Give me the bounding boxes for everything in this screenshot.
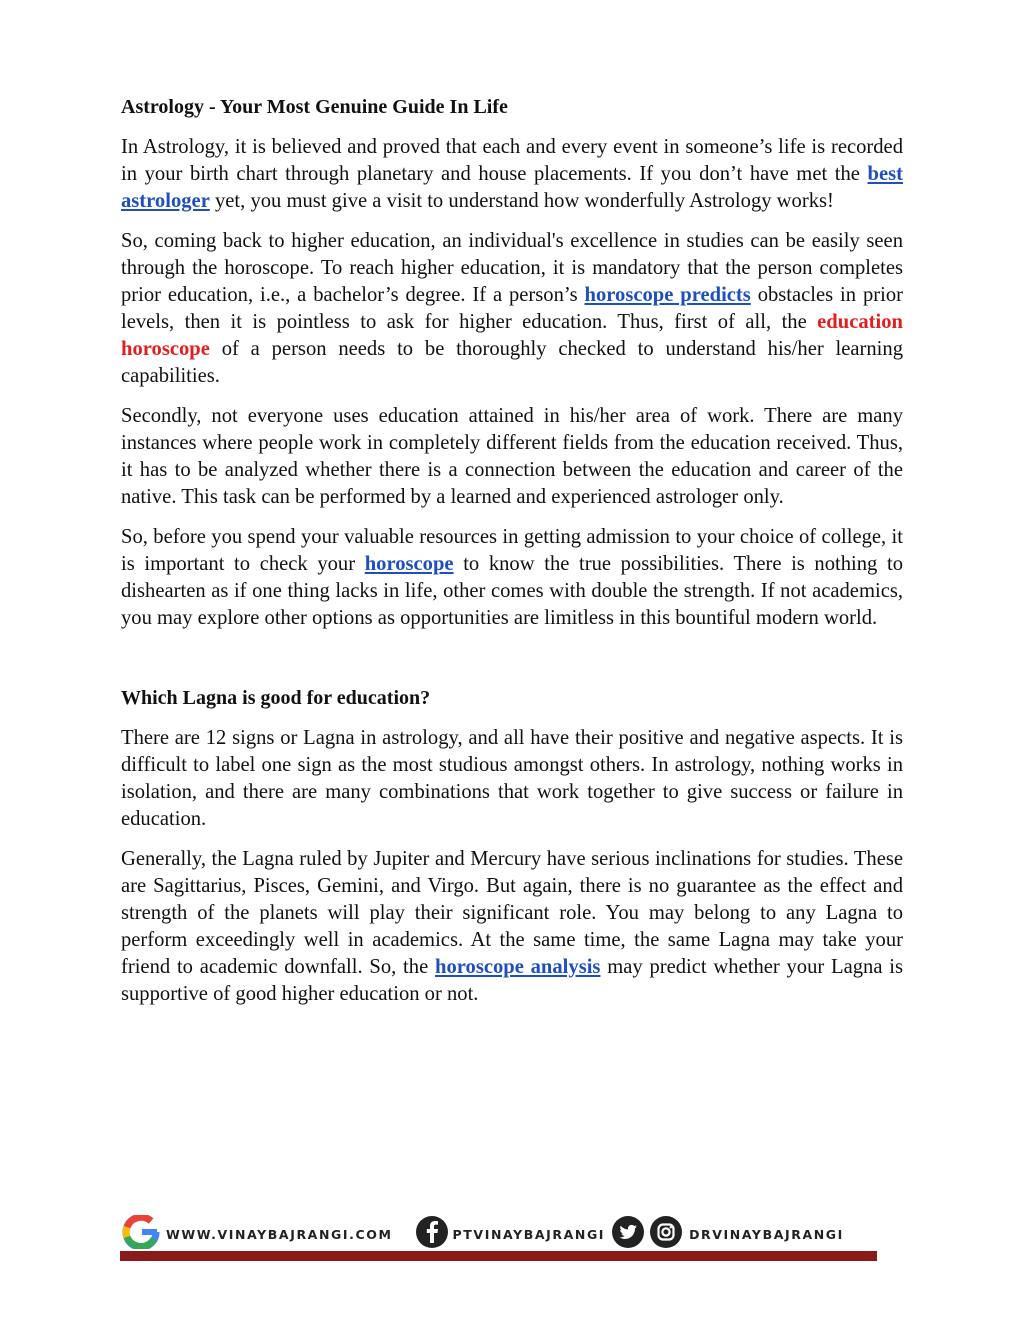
paragraph xyxy=(121,846,903,1008)
education-horoscope-highlight: education horoscope xyxy=(121,311,903,360)
social-handle[interactable]: DRVINAYBAJRANGI xyxy=(689,1226,844,1242)
text-run: obstacles in prior levels, then it is pointless to ask for higher education. Thus, first of all, the xyxy=(121,284,903,333)
facebook-icon[interactable] xyxy=(415,1215,449,1254)
footer-bar xyxy=(120,1251,877,1261)
text-run: Secondly, not everyone uses education attained in his/her area of work. There are many instances where people work in completely different fields from the education received. Thus, it has to be analyzed whether there is a connection between the education and career of the native. This task can be performed by a learned and experienced astrologer only. xyxy=(121,405,903,508)
horoscope-link[interactable]: horoscope xyxy=(364,553,454,575)
paragraph xyxy=(121,134,903,215)
section-heading: Astrology - Your Most Genuine Guide In Life xyxy=(121,96,508,118)
horoscope-predicts-link[interactable]: horoscope predicts xyxy=(584,284,751,306)
paragraph xyxy=(121,228,903,390)
text-run: In Astrology, it is believed and proved that each and every event in someone’s life is recorded in your birth chart through planetary and house placements. If you don’t have met the xyxy=(121,136,903,185)
text-run: Generally, the Lagna ruled by Jupiter and Mercury have serious inclinations for studies. These are Sagittarius, Pisces, Gemini, and Virgo. But again, there is no guarantee as the effect and strength of the planets will play their significant role. You may belong to any Lagna to perform exceedingly well in academics. At the same time, the same Lagna may take your friend to academic downfall. So, the xyxy=(121,848,903,978)
text-run: of a person needs to be thoroughly checked to understand his/her learning capabilities. xyxy=(121,338,903,387)
footer-banner xyxy=(120,1216,877,1262)
twitter-icon[interactable] xyxy=(611,1215,645,1254)
paragraph xyxy=(121,725,903,833)
section-heading: Which Lagna is good for education? xyxy=(121,687,431,709)
section-spacer xyxy=(121,645,903,685)
text-run: So, before you spend your valuable resources in getting admission to your choice of college, it is important to check your xyxy=(121,526,903,575)
text-run: There are 12 signs or Lagna in astrology, and all have their positive and negative aspects. It is difficult to label one sign as the most studious amongst others. In astrology, nothing works in isolation, and there are many combinations that work together to give success or failure in education. xyxy=(121,727,903,830)
document-body xyxy=(121,94,903,1021)
text-run: may predict whether your Lagna is supportive of good higher education or not. xyxy=(121,956,903,1005)
website-label[interactable]: WWW.VINAYBAJRANGI.COM xyxy=(166,1226,393,1242)
instagram-icon[interactable] xyxy=(649,1215,683,1254)
horoscope-analysis-link[interactable]: horoscope analysis xyxy=(435,956,601,978)
section-lagna xyxy=(121,685,903,1008)
facebook-handle[interactable]: PTVINAYBAJRANGI xyxy=(452,1226,606,1242)
text-run: to know the true possibilities. There is nothing to dishearten as if one thing lacks in life, other comes with double the strength. If not academics, you may explore other options as opportunities are limitless in this bountiful modern world. xyxy=(121,553,903,629)
text-run: yet, you must give a visit to understand how wonderfully Astrology works! xyxy=(209,190,834,212)
paragraph xyxy=(121,524,903,632)
text-run: So, coming back to higher education, an individual's excellence in studies can be easily seen through the horoscope. To reach higher education, it is mandatory that the person completes prior education, i.e., a bachelor’s degree. If a person’s xyxy=(121,230,903,306)
google-icon[interactable] xyxy=(122,1215,162,1254)
paragraph xyxy=(121,403,903,511)
section-intro xyxy=(121,94,903,632)
best-astrologer-link[interactable]: best astrologer xyxy=(121,163,903,212)
